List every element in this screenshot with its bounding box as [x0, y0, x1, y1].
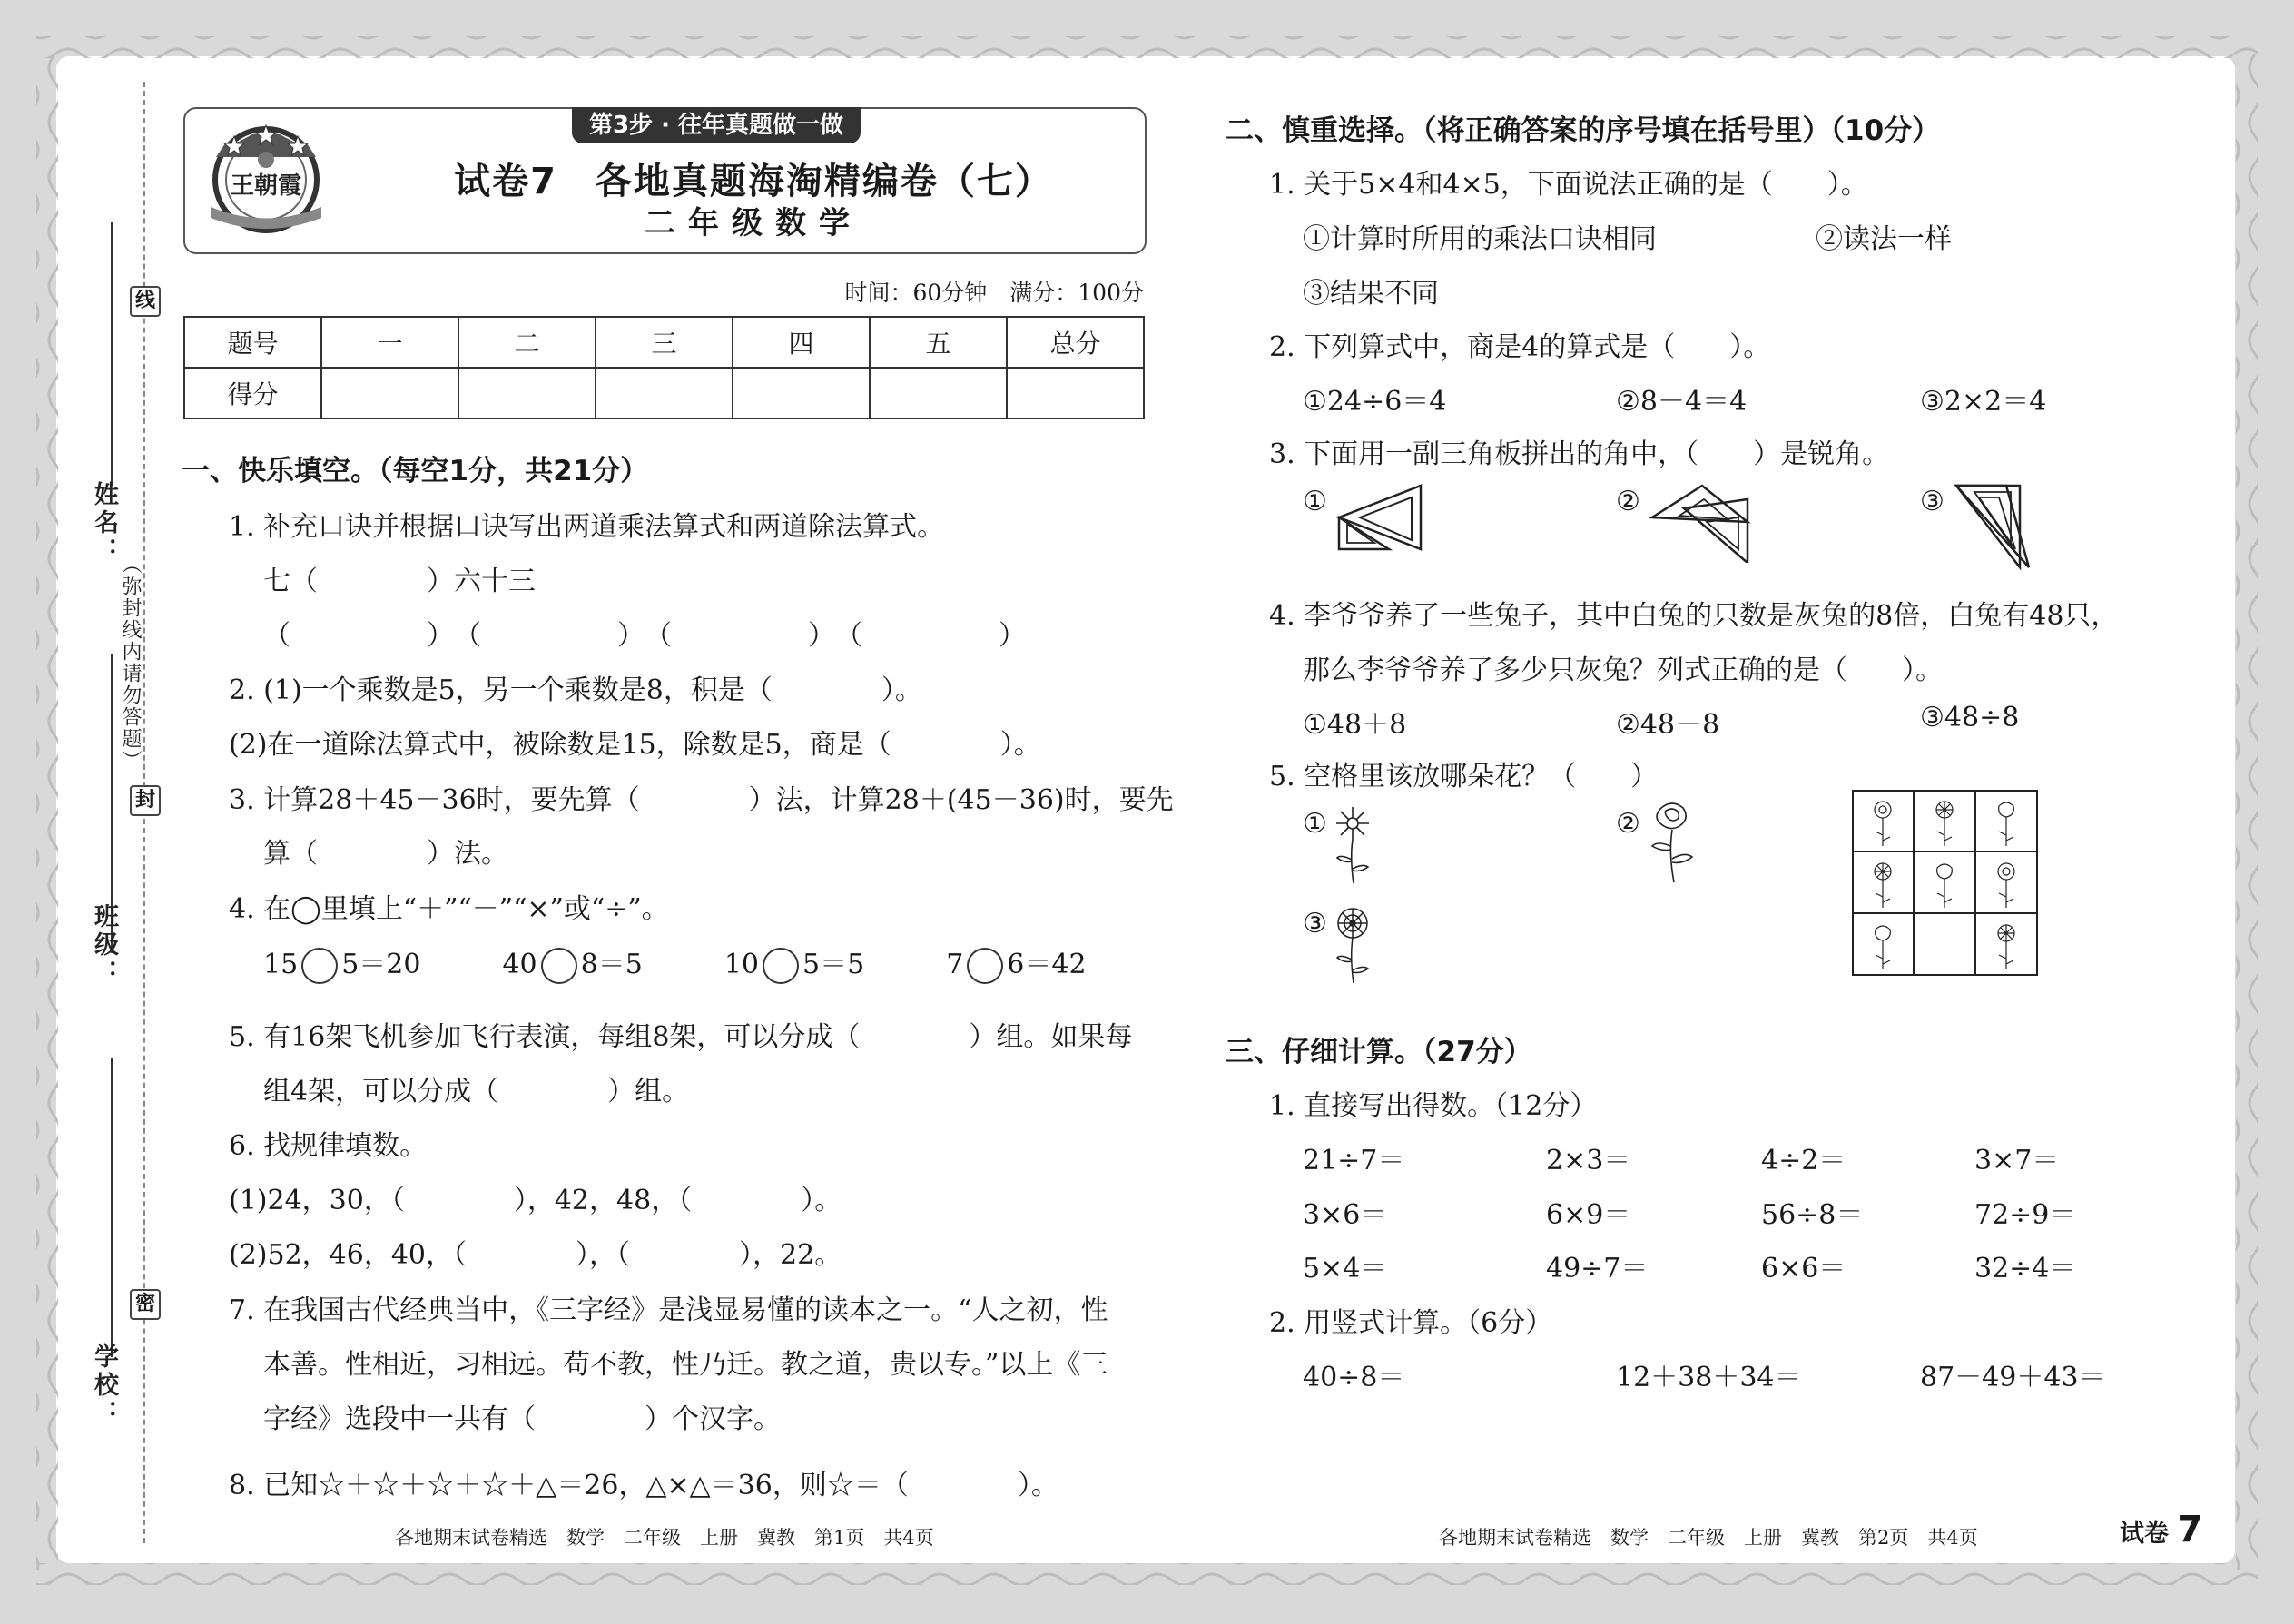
badge-label: 试卷: [2120, 1520, 2169, 1548]
s1-q5b: 组4架，可以分成（ ）组。: [263, 1076, 690, 1107]
calc-r1-c2: 2×3＝: [1546, 1145, 1631, 1176]
s2-q4a: 4. 李爷爷养了一些兔子，其中白兔的只数是灰兔的8倍，白兔有48只，: [1269, 600, 2119, 632]
s1-q7b: 本善。性相近，习相远。苟不教，性乃迁。教之道，贵以专。”以上《三: [263, 1349, 1108, 1381]
name-label: 姓名：: [90, 481, 118, 566]
step-tab: 第3步 · 往年真题做一做: [572, 107, 861, 143]
set-square-angle-3: [1952, 481, 2033, 572]
score-input-cell[interactable]: [596, 368, 733, 418]
s1-q4: 4. 在◯里填上“＋”“－”“×”或“÷”。: [229, 893, 669, 925]
calc-r1-c4: 3×7＝: [1974, 1145, 2060, 1176]
s2-q2: 2. 下列算式中，商是4的算式是（ ）。: [1269, 331, 1771, 363]
score-input-cell[interactable]: [733, 368, 870, 418]
score-table: [183, 316, 1145, 419]
q4-item-h: 6＝42: [1007, 949, 1087, 980]
s1-q4-items: [263, 941, 1087, 984]
s1-q1a: 七（ ）六十三: [263, 566, 536, 597]
s1-q6: 6. 找规律填数。: [229, 1130, 428, 1162]
badge-number: 7: [2177, 1509, 2203, 1550]
set-square-angle-2: [1648, 481, 1757, 563]
s2-q4-o2: ②48－8: [1616, 709, 1720, 741]
daisy-flower-icon: [1330, 803, 1375, 885]
exam-subtitle: 二年级数学: [645, 205, 862, 241]
s1-q3a: 3. 计算28＋45－36时，要先算（ ）法，计算28＋(45－36)时，要先: [229, 784, 1174, 816]
s1-q3b: 算（ ）法。: [263, 838, 508, 870]
s1-q7a: 7. 在我国古代经典当中，《三字经》是浅显易懂的读本之一。“人之初，性: [229, 1294, 1108, 1326]
q4-item-f: 5＝5: [802, 949, 865, 980]
footer-right: 各地期末试卷精选 数学 二年级 上册 冀教 第2页 共4页: [1439, 1527, 1978, 1549]
s2-q5-o1: ①: [1303, 808, 1327, 840]
s1-q1: 1. 补充口诀并根据口诀写出两道乘法算式和两道除法算式。: [229, 511, 945, 543]
name-underline: [111, 222, 113, 486]
flower-grid-puzzle: [1852, 790, 2038, 976]
q4-item-d: 8＝5: [580, 949, 643, 980]
vertical-calc-1: 40÷8＝: [1303, 1362, 1405, 1393]
s1-q5a: 5. 有16架飞机参加飞行表演，每组8架，可以分成（ ）组。如果每: [229, 1021, 1133, 1053]
s2-q5-o2: ②: [1616, 808, 1640, 840]
calc-r3-c1: 5×4＝: [1303, 1253, 1388, 1284]
binding-note: （弥封线内请勿答题）: [119, 554, 142, 772]
exam-title: 试卷7 各地真题海淘精编卷（七）: [454, 161, 1053, 202]
s1-q6b: (2)52，46，40，（ ），（ ），22。: [229, 1239, 842, 1271]
cut-mark-feng: 封: [130, 785, 161, 816]
s2-q1-o1: ①计算时所用的乘法口诀相同: [1303, 223, 1657, 255]
s2-q4-o1: ①48＋8: [1303, 709, 1407, 741]
q4-item-a: 15: [263, 949, 299, 980]
cut-mark-mi: 密: [130, 1289, 161, 1320]
s2-q3-o2: ②: [1616, 486, 1640, 517]
score-header-cell: 总分: [1007, 317, 1144, 368]
score-input-cell[interactable]: [870, 368, 1007, 418]
q4-circle-1[interactable]: [301, 948, 338, 984]
calc-r1-c1: 21÷7＝: [1303, 1145, 1405, 1176]
calc-r3-c4: 32÷4＝: [1974, 1253, 2077, 1284]
class-label: 班级：: [90, 903, 118, 988]
svg-text:王朝霞: 王朝霞: [230, 172, 302, 200]
score-input-row: [184, 368, 1144, 418]
score-header-row: [184, 317, 1144, 368]
q4-item-g: 7: [946, 949, 964, 980]
calc-r2-c4: 72÷9＝: [1974, 1199, 2077, 1231]
score-input-cell[interactable]: [1007, 368, 1144, 418]
s1-q8: 8. 已知☆＋☆＋☆＋☆＋△＝26，△×△＝36，则☆＝（ ）。: [229, 1470, 1058, 1501]
brand-logo: [198, 116, 334, 243]
vertical-calc-3: 87－49＋43＝: [1920, 1362, 2106, 1393]
s2-q4b: 那么李爷爷养了多少只灰兔？列式正确的是（ ）。: [1303, 655, 1943, 686]
calc-r2-c1: 3×6＝: [1303, 1199, 1388, 1231]
score-header-cell: 五: [870, 317, 1007, 368]
rose-flower-icon: [1645, 799, 1699, 885]
score-header-cell: 三: [596, 317, 733, 368]
exam-badge: [2120, 1509, 2202, 1550]
calc-r3-c3: 6×6＝: [1761, 1253, 1846, 1284]
s2-q1-o2: ②读法一样: [1816, 223, 1952, 255]
cut-mark-xian: 线: [130, 286, 161, 317]
score-header-cell: 二: [458, 317, 596, 368]
calc-r2-c3: 56÷8＝: [1761, 1199, 1864, 1231]
q4-circle-3[interactable]: [763, 948, 799, 984]
calc-r3-c2: 49÷7＝: [1546, 1253, 1649, 1284]
q4-circle-2[interactable]: [541, 948, 577, 984]
set-square-angle-1: [1334, 481, 1434, 554]
vertical-calc-2: 12＋38＋34＝: [1616, 1362, 1802, 1393]
s2-q2-o3: ③2×2＝4: [1920, 386, 2047, 418]
s1-q2b: (2)在一道除法算式中，被除数是15，除数是5，商是（ ）。: [229, 729, 1041, 761]
school-underline: [111, 1058, 113, 1357]
calc-r2-c2: 6×9＝: [1546, 1199, 1631, 1231]
section1-heading: 一、快乐填空。（每空1分，共21分）: [182, 455, 649, 487]
q4-circle-4[interactable]: [967, 948, 1003, 984]
s2-q2-o1: ①24÷6＝4: [1303, 386, 1447, 418]
score-input-cell[interactable]: [321, 368, 458, 418]
s2-q5-o3: ③: [1303, 908, 1327, 940]
s2-q1: 1. 关于5×4和4×5，下面说法正确的是（ ）。: [1269, 169, 1868, 201]
s1-q6a: (1)24，30，（ ），42，48，（ ）。: [229, 1185, 842, 1216]
section3-heading: 三、仔细计算。（27分）: [1226, 1036, 1532, 1068]
score-header-cell: 题号: [184, 317, 321, 368]
calc-r1-c3: 4÷2＝: [1761, 1145, 1846, 1176]
s2-q5: 5. 空格里该放哪朵花？（ ）: [1269, 761, 1659, 792]
s1-q1b: （ ） （ ） （ ） （ ）: [263, 620, 1026, 652]
q4-item-e: 10: [724, 949, 760, 980]
footer-left: 各地期末试卷精选 数学 二年级 上册 冀教 第1页 共4页: [395, 1527, 934, 1549]
score-input-cell[interactable]: [458, 368, 596, 418]
section2-heading: 二、慎重选择。（将正确答案的序号填在括号里）（10分）: [1226, 114, 1941, 147]
s2-q2-o2: ②8－4＝4: [1616, 386, 1748, 418]
school-label: 学校：: [90, 1343, 118, 1428]
time-score-info: 时间：60分钟 满分：100分: [844, 280, 1144, 306]
score-header-cell: 一: [321, 317, 458, 368]
s1-q2a: 2. (1)一个乘数是5，另一个乘数是8，积是（ ）。: [229, 674, 922, 706]
s2-q1-o3: ③结果不同: [1303, 278, 1439, 310]
s2-q3-o1: ①: [1303, 486, 1327, 517]
s2-q4-o3: ③48÷8: [1920, 702, 2020, 733]
score-row-label: 得分: [184, 368, 321, 418]
q4-item-c: 40: [502, 949, 537, 980]
score-header-cell: 四: [733, 317, 870, 368]
q4-item-b: 5＝20: [341, 949, 421, 980]
s3-q2: 2. 用竖式计算。（6分）: [1269, 1307, 1553, 1339]
s1-q7c: 字经》选段中一共有（ ）个汉字。: [263, 1403, 781, 1435]
s2-q3: 3. 下面用一副三角板拼出的角中，（ ）是锐角。: [1269, 438, 1890, 470]
s2-q3-o3: ③: [1920, 486, 1944, 517]
s3-q1: 1. 直接写出得数。（12分）: [1269, 1090, 1598, 1122]
chrysanthemum-flower-icon: [1330, 903, 1375, 985]
